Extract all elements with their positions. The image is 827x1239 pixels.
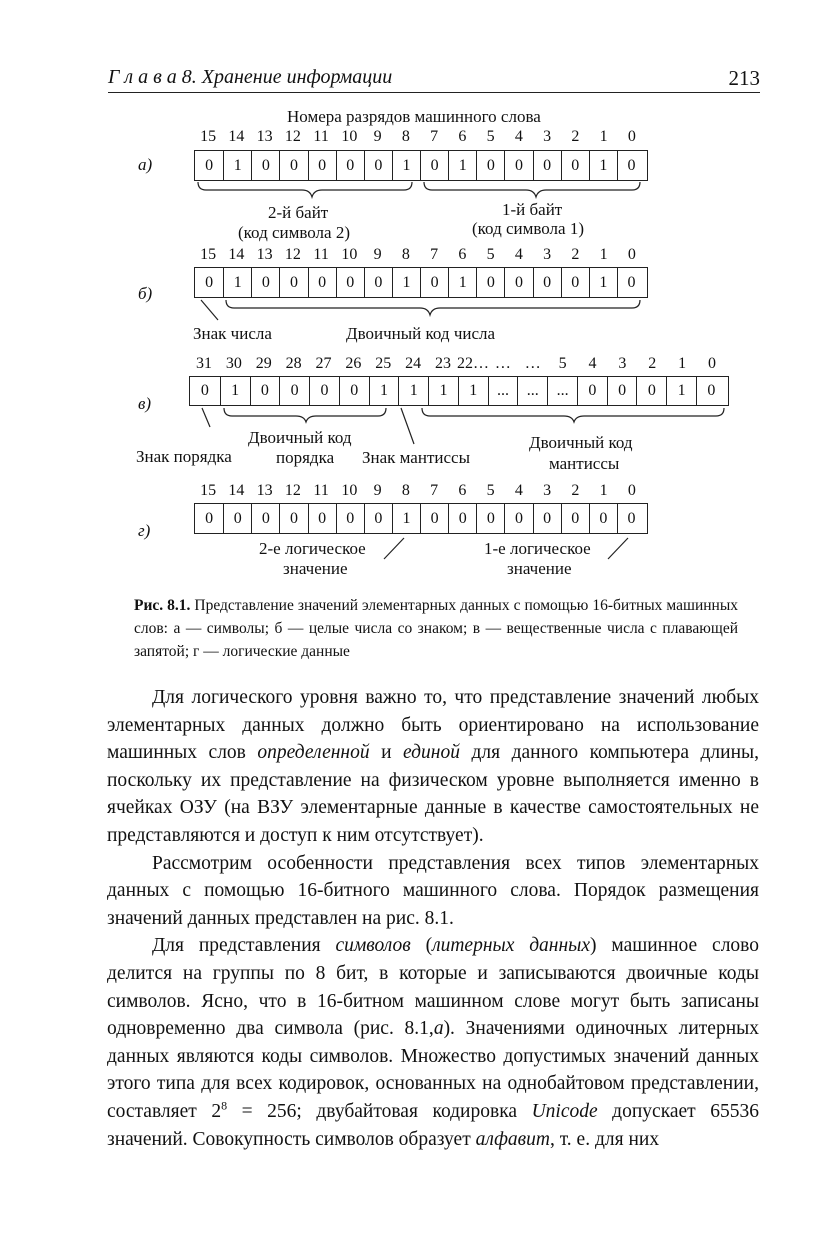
bit-number: 8 — [401, 482, 410, 499]
bit-cell: 0 — [476, 268, 504, 297]
bit-number: 14 — [228, 482, 245, 499]
bit-cell: 0 — [617, 268, 645, 297]
bit-cell: 0 — [533, 151, 561, 180]
bit-cell: 1 — [666, 377, 696, 405]
bit-cell: 0 — [420, 504, 448, 533]
bit-cell: 0 — [533, 504, 561, 533]
bit-number: 5 — [486, 128, 495, 145]
byte1-label: 1-й байт — [502, 200, 563, 219]
bit-cell: 0 — [577, 377, 607, 405]
bit-cell: 1 — [392, 151, 420, 180]
bit-number: 10 — [341, 246, 358, 263]
bit-cell: 1 — [369, 377, 399, 405]
bit-cell: 0 — [205, 156, 214, 174]
bit-cell: 1 — [223, 268, 251, 297]
bit-number: 2 — [648, 355, 657, 372]
bit-number: 6 — [458, 482, 467, 499]
bit-number: 29 — [255, 355, 272, 372]
p3-emphasis-5: алфавит — [475, 1128, 550, 1150]
logical-value-2-pointer — [384, 538, 404, 559]
bit-cell: ... — [488, 377, 518, 405]
bit-cell: 1 — [398, 377, 428, 405]
bit-cell: 0 — [617, 151, 645, 180]
page-number: 213 — [728, 66, 760, 90]
bit-number: 4 — [514, 128, 523, 145]
bit-number: 15 — [200, 246, 217, 263]
bit-cell: 1 — [428, 377, 458, 405]
bit-cell: 0 — [476, 504, 504, 533]
mantissa-sign-pointer — [401, 408, 414, 444]
paragraph-3 — [107, 932, 759, 1153]
exponent-sign-pointer — [202, 408, 210, 427]
bit-cell: 0 — [336, 151, 364, 180]
p2-text: Рассмотрим особенности представления всех типов элементарных данных с помощью 16-битного машинного слова. Порядок размещения значений данных представлен на рис. 8.1. — [107, 852, 759, 929]
bit-cell: ... — [547, 377, 577, 405]
bit-cell: 0 — [308, 504, 336, 533]
mantissa-code-sublabel: мантиссы — [549, 454, 620, 473]
brace-number-code — [226, 300, 640, 315]
p1-text-c: для данного компьютера длины, поскольку их представление на физическом уровне выполняется именно в ячейках ОЗУ (на ВЗУ элементарные данные в качестве самостоятельных не представляются и доступ к ним отсутствует). — [107, 742, 759, 846]
bit-cell: 0 — [476, 151, 504, 180]
bit-number: 9 — [373, 246, 382, 263]
bit-number: 14 — [228, 246, 245, 263]
bit-number: 24 — [405, 355, 422, 372]
bit-number: 3 — [543, 482, 552, 499]
p3-superscript: 8 — [221, 1098, 228, 1113]
bit-number: 25 — [375, 355, 392, 372]
bit-number: 6 — [458, 128, 467, 145]
bit-number: 12 — [284, 246, 301, 263]
bit-number: 27 — [315, 355, 332, 372]
bit-number: 11 — [313, 128, 329, 145]
bit-number: … — [494, 355, 511, 372]
number-code-label: Двоичный код числа — [346, 324, 496, 343]
bit-cell: 0 — [308, 268, 336, 297]
bit-number: … — [524, 355, 541, 372]
row-label-g: г) — [138, 521, 151, 540]
bit-number: 11 — [313, 246, 329, 263]
bit-cell: ... — [517, 377, 547, 405]
bit-number: 1 — [599, 246, 608, 263]
bit-cells-row-b — [194, 267, 648, 298]
bit-number: 3 — [543, 246, 552, 263]
logical-value-1-pointer — [608, 538, 628, 559]
bit-number: 28 — [285, 355, 302, 372]
bit-number: 12 — [284, 128, 301, 145]
bit-cell: 0 — [364, 504, 392, 533]
byte2-label: 2-й байт — [268, 203, 329, 222]
bit-cell: 0 — [589, 504, 617, 533]
bit-cell: 0 — [279, 504, 307, 533]
bit-number: 0 — [627, 128, 636, 145]
bit-cell: 0 — [448, 504, 476, 533]
p3-text-f: допускает 65536 значений. Совокупность символов образует — [107, 1100, 759, 1150]
p3-text-b: ( — [410, 935, 433, 957]
bit-number: 7 — [430, 128, 439, 145]
bit-number: 12 — [284, 482, 301, 499]
logical-value-1-sublabel: значение — [507, 559, 572, 578]
brace-exponent-code — [224, 408, 386, 422]
bit-cell: 0 — [223, 504, 251, 533]
bit-number: 26 — [345, 355, 362, 372]
bit-cell: 0 — [364, 151, 392, 180]
mantissa-code-label: Двоичный код — [529, 433, 633, 452]
bit-cells-row-g — [194, 503, 648, 534]
bit-number: 15 — [200, 128, 217, 145]
bit-cell: 1 — [223, 151, 251, 180]
bit-cell: 0 — [504, 268, 532, 297]
bit-number: 10 — [341, 128, 358, 145]
bit-cells-row-a — [194, 150, 648, 181]
bit-number: 3 — [543, 128, 552, 145]
exponent-code-sublabel: порядка — [276, 448, 335, 467]
bit-cell: 1 — [589, 268, 617, 297]
bit-cell: 1 — [448, 151, 476, 180]
bit-cell: 0 — [339, 377, 369, 405]
bit-number: 5 — [558, 355, 567, 372]
logical-value-2-sublabel: значение — [283, 559, 348, 578]
exponent-sign-label: Знак порядка — [136, 447, 232, 466]
brace-byte2 — [198, 182, 412, 197]
bit-cell: 0 — [200, 382, 209, 399]
bit-number: 13 — [256, 128, 273, 145]
bit-cell: 1 — [220, 377, 250, 405]
bit-number: 1 — [599, 482, 608, 499]
chapter-title: Г л а в а 8. Хранение информации — [108, 66, 393, 88]
bit-cell: 0 — [561, 151, 589, 180]
caption-label: Рис. 8.1. — [134, 597, 191, 614]
bit-cell: 0 — [251, 504, 279, 533]
brace-byte1 — [424, 182, 640, 197]
bit-number: 5 — [486, 482, 495, 499]
p3-text-g: , т. е. для них — [549, 1128, 660, 1150]
bit-cell: 0 — [617, 504, 645, 533]
bit-number: 13 — [256, 482, 273, 499]
bit-number: 23 — [435, 355, 452, 372]
p3-emphasis-4: Unicode — [531, 1100, 598, 1122]
bit-number: 6 — [458, 246, 467, 263]
bit-cell: 0 — [636, 377, 666, 405]
bit-number: 7 — [430, 246, 439, 263]
bit-cell: 0 — [251, 268, 279, 297]
logical-value-2-label: 2-е логическое — [259, 539, 366, 558]
bit-cell: 0 — [336, 268, 364, 297]
bit-cell: 0 — [607, 377, 637, 405]
byte2-sublabel: (код символа 2) — [238, 223, 350, 242]
bit-number: 30 — [225, 355, 242, 372]
p3-text-c: ) машинное слово делится на группы по 8 бит, в которые и записываются двоичные коды символов. Ясно, что в 16-битном машинном слове могут быть записаны одновременно два символа (рис. 8.1, — [107, 935, 759, 1040]
bit-number: 1 — [599, 128, 608, 145]
bit-cell: 1 — [458, 377, 488, 405]
p3-text-e: = 256; двубайтовая кодировка — [227, 1100, 532, 1122]
bit-number: 9 — [373, 482, 382, 499]
bit-cell: 1 — [589, 151, 617, 180]
p3-emphasis-1: символов — [335, 935, 411, 957]
exponent-code-label: Двоичный код — [248, 428, 352, 447]
bit-cell: 0 — [205, 509, 214, 527]
running-header — [108, 64, 760, 93]
bit-number: 4 — [514, 246, 523, 263]
bit-number: 7 — [430, 482, 439, 499]
bit-cell: 0 — [250, 377, 280, 405]
bit-number: 8 — [401, 128, 410, 145]
figure-title: Номера разрядов машинного слова — [287, 107, 541, 126]
bit-cell: 0 — [279, 268, 307, 297]
bit-cell: 1 — [448, 268, 476, 297]
bit-cell: 0 — [279, 151, 307, 180]
bit-cell: 0 — [279, 377, 309, 405]
bit-cell: 0 — [504, 151, 532, 180]
bit-number: 1 — [678, 355, 687, 372]
bit-number: 11 — [313, 482, 329, 499]
bit-cell: 0 — [251, 151, 279, 180]
bit-number: 2 — [571, 128, 580, 145]
bit-cell: 0 — [308, 151, 336, 180]
sign-label: Знак числа — [193, 324, 272, 343]
bit-number: 15 — [200, 482, 217, 499]
sign-pointer-b — [201, 300, 218, 320]
bit-number: 8 — [401, 246, 410, 263]
bit-cell: 0 — [533, 268, 561, 297]
p3-text-a: Для представления — [152, 935, 336, 957]
bit-number: 2 — [571, 482, 580, 499]
bit-number: 5 — [486, 246, 495, 263]
bit-cell: 0 — [504, 504, 532, 533]
bit-number: 0 — [627, 246, 636, 263]
bit-cell: 0 — [420, 151, 448, 180]
caption-text: Представление значений элементарных данных с помощью 16-битных машинных слов: а — символы; б — целые числа со знаком; в — вещественные числа с плавающей запятой; г — логические данные — [134, 597, 738, 660]
p1-emphasis-1: определенной — [257, 742, 370, 764]
bit-number: 0 — [708, 355, 717, 372]
bit-number: 4 — [588, 355, 597, 372]
p3-emphasis-3: а — [433, 1018, 444, 1040]
figure-caption — [134, 594, 738, 663]
p1-text-b: и — [369, 742, 404, 764]
mantissa-sign-label: Знак мантиссы — [362, 448, 470, 467]
bit-number: 9 — [373, 128, 382, 145]
bit-number: 0 — [627, 482, 636, 499]
row-label-a: а) — [138, 155, 153, 174]
bit-cell: 0 — [309, 377, 339, 405]
paragraph-2 — [107, 850, 759, 933]
bit-cell: 0 — [420, 268, 448, 297]
bit-number: 14 — [228, 128, 245, 145]
p3-emphasis-2: литерных данных — [432, 935, 591, 957]
p3-text-d: ). Значениями одиночных литерных данных являются коды символов. Множество допустимых значений данных этого типа для всех кодировок, основанных на однобайтовом представлении, составляет 2 — [107, 1018, 759, 1122]
bit-cell: 0 — [561, 268, 589, 297]
bit-number: 13 — [256, 246, 273, 263]
byte1-sublabel: (код символа 1) — [472, 219, 584, 238]
row-label-v: в) — [138, 394, 152, 413]
bit-number: 31 — [195, 355, 212, 372]
bit-cell: 0 — [336, 504, 364, 533]
bit-cells-row-v — [189, 376, 729, 406]
brace-mantissa-code — [422, 408, 724, 422]
bit-number: 4 — [514, 482, 523, 499]
logical-value-1-label: 1-е логическое — [484, 539, 591, 558]
bit-cell: 1 — [392, 504, 420, 533]
bit-number: 22… — [456, 355, 489, 372]
p1-emphasis-2: единой — [403, 742, 460, 764]
body-text — [107, 684, 759, 1153]
bit-number: 3 — [618, 355, 627, 372]
row-label-b: б) — [138, 284, 153, 303]
p1-text-a: Для логического уровня важно то, что представление значений любых элементарных данных должно быть ориентировано на использование машинных слов — [107, 687, 759, 764]
bit-number: 2 — [571, 246, 580, 263]
bit-cell: 0 — [696, 377, 726, 405]
paragraph-1 — [107, 684, 759, 850]
bit-cell: 0 — [205, 273, 214, 291]
bit-cell: 0 — [364, 268, 392, 297]
bit-number: 10 — [341, 482, 358, 499]
bit-cell: 0 — [561, 504, 589, 533]
bit-cell: 1 — [392, 268, 420, 297]
